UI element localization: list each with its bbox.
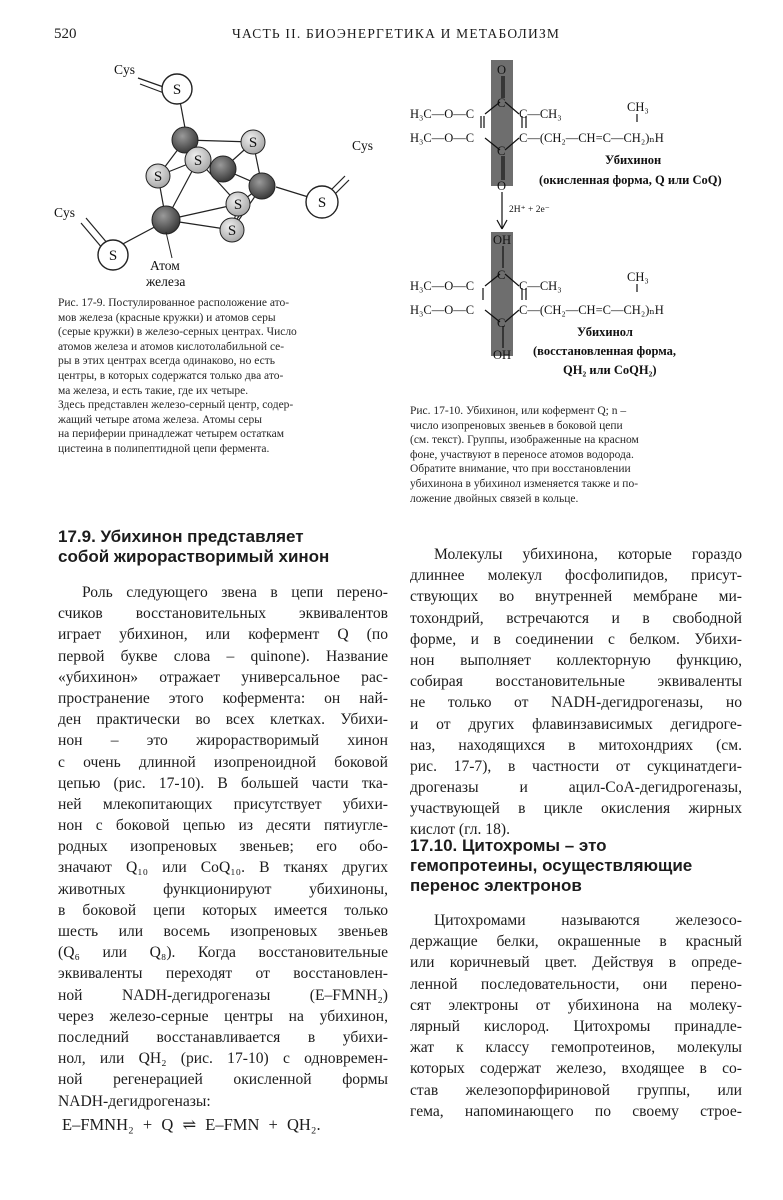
s-label: S (153, 169, 163, 185)
text-line: ной регенерацией окисленной формы (58, 1071, 388, 1089)
text-line: собирая восстановительные эквиваленты (410, 673, 742, 691)
page-number: 520 (54, 26, 77, 42)
text-line: цепью (рис. 17-10). В большей части тка- (58, 774, 388, 792)
text-line: шесть или восемь изопреновых звеньев (58, 923, 388, 940)
text-line: тохондрий, встречаются и в свободной (410, 609, 742, 627)
s-label: S (193, 153, 203, 169)
iron-atom (152, 206, 180, 234)
hydroxyl-label: OH (493, 233, 512, 247)
text-line: которых содержат железо, входящее в со- (410, 1060, 742, 1078)
section-17-10-text (410, 910, 742, 1122)
text-line: став железопорфириновой группы, или (410, 1081, 742, 1099)
text-line: в боковой цепи которых имеется только (58, 901, 388, 919)
text-line: Цитохромами называются железосо- (434, 912, 742, 929)
s-label: S (108, 248, 118, 264)
figure-17-9-iron-sulfur-cluster (40, 56, 385, 292)
section-17-10-heading: 17.10. Цитохромы – это гемопротеины, осуществляющие перенос электронов (410, 836, 693, 895)
text-line: ней млекопитающих присутствует убихи- (58, 795, 388, 813)
figure-17-10-ubiquinone (405, 56, 750, 386)
reduced-form-label-2: QH₂ или CoQH₂) (563, 363, 657, 377)
reduced-form-label: (восстановленная форма, (533, 344, 677, 358)
carbon-label: C (497, 316, 506, 330)
methyl-label: CH₃ (627, 100, 649, 114)
iron-atom (249, 173, 275, 199)
atom-label: Атом (150, 258, 180, 273)
text-line: лярный кислород. Цитохромы принадле- (410, 1017, 742, 1035)
s-label: S (172, 82, 182, 98)
text-line: нон выполняет коллекторную функцию, (410, 651, 742, 669)
cys-label: Cys (352, 138, 374, 153)
iron-atom (210, 156, 236, 182)
text-line: животных функционируют убихиноны, (58, 880, 388, 898)
ubiquinol-name: Убихинол (577, 325, 633, 339)
section-17-9-right-text (410, 544, 742, 841)
methoxy-label: H₃C—O—C (410, 107, 475, 121)
section-17-9-left-text (58, 582, 388, 1112)
figure-17-10-caption: Рис. 17-10. Убихинон, или кофермент Q; n – число изопреновых звеньев в боковой цепи (см. текст). Группы, изображенные на красном фоне, участвуют в переносе атомов водорода. Обратите внимание, что при восстановлении убихинона в убихинол изменяется также и по- ложение двойных связей в кольце. (410, 405, 639, 505)
text-line: жат к классу гемопротеинов, молекулы (410, 1039, 742, 1057)
ubiquinone-name: Убихинон (605, 153, 662, 167)
text-line: ден практически во всех клетках. Убихи- (58, 711, 388, 729)
figure-17-9-caption: Рис. 17-9. Постулированное расположение ато- мов железа (красные кружки) и атомов серы (серые кружки) в железо-серных центрах. Число атомов железа и атомов кислотолабильной се- ры в этих центрах всегда одинаково, но есть центры, в которых содержатся только два ато- ма железа, и есть такие, где их четыре. Здесь представлен железо-серный центр, содер- жащий четыре атома железа. Атомы серы на периферии принадлежат четырем остаткам цистеина в полипептидной цепи фермента. (58, 297, 297, 455)
cys-label: Cys (114, 62, 136, 77)
methoxy-label: H₃C—O—C (410, 131, 475, 145)
text-line: ствующих во внутренней мембране ми- (410, 588, 742, 606)
side-chain-label: C—(CH₂—CH=C—CH₂)ₙH (519, 131, 664, 145)
text-line: наз, находящихся в митохондриях (см. (410, 736, 742, 754)
text-line: длиннее молекул фосфолипидов, присут- (410, 567, 742, 585)
text-line: счиков восстановительных эквивалентов (58, 605, 388, 623)
text-line: с очень длинной изопреноидной боковой (58, 753, 388, 771)
text-line: первой букве слова – quinone). Название (58, 647, 388, 665)
section-17-9-heading: 17.9. Убихинон представляет собой жирорастворимый хинон (58, 527, 330, 566)
text-line: держащие белки, окрашенные в красный (410, 933, 742, 951)
text-line: «убихинон» отражает универсальное рас- (58, 668, 388, 686)
running-title: ЧАСТЬ II. БИОЭНЕРГЕТИКА И МЕТАБОЛИЗМ (232, 26, 561, 41)
methyl-label: C—CH₃ (519, 107, 562, 121)
oxygen-label: O (497, 63, 507, 77)
redox-equation: E–FMNH₂ + Q ⇌ E–FMN + QH₂. (62, 1115, 321, 1134)
text-line: нон с боковой цепью из десяти пятиугле- (58, 817, 388, 835)
iron-label: железа (146, 274, 186, 289)
methoxy-label: H₃C—O—C (410, 279, 475, 293)
text-line: Молекулы убихинона, которые гораздо (434, 546, 742, 563)
text-line: кислот (гл. 18). (410, 821, 510, 839)
text-line: или коричневый цвет. Действуя в опреде- (410, 954, 742, 972)
s-label: S (227, 223, 237, 239)
carbon-label: C (497, 268, 506, 282)
text-line: пространение этого кофермента: он най- (58, 689, 388, 707)
text-line: не только от NADH-дегидрогеназы, но (410, 694, 742, 712)
methyl-label: CH₃ (627, 270, 649, 284)
s-label: S (233, 197, 243, 213)
text-line: ной NADH-дегидрогеназы (E–FMNH₂) (58, 986, 388, 1004)
reduction-arrow-label: 2H⁺ + 2e⁻ (509, 205, 550, 215)
text-line: рис. 17-7), в частности от сукцинатдеги- (410, 757, 742, 775)
text-line: форме, и в соединении с белком. Убихи- (410, 630, 742, 648)
methoxy-label: H₃C—O—C (410, 303, 475, 317)
text-line: последний восстанавливается в убихи- (58, 1028, 388, 1046)
text-line: (Q₆ или Q₈). Когда восстановительные (58, 944, 388, 962)
text-line: и от других флавинзависимых дегидроге- (410, 715, 742, 733)
text-line: родных изопреновых звеньев; его обо- (58, 838, 388, 856)
text-line: значают Q₁₀ или CoQ₁₀. В тканях других (58, 859, 388, 877)
text-line: участвующей в цикле окисления жирных (410, 800, 742, 818)
s-label: S (248, 135, 258, 151)
text-line: гема, напоминающего по своему строе- (410, 1102, 742, 1120)
text-line: нол, или QH₂ (рис. 17-10) с одновремен- (58, 1050, 388, 1068)
text-line: дрогеназы и ацил-CoA-дегидрогеназы, (410, 779, 742, 797)
highlight-bottom (491, 232, 513, 356)
cys-label: Cys (54, 205, 76, 220)
oxygen-label: O (497, 179, 507, 193)
text-line: ленной последовательности, они перено- (410, 975, 742, 993)
text-line: играет убихинон, или кофермент Q (по (58, 626, 388, 644)
text-line: через железо-серные центры на убихинон, (58, 1007, 388, 1025)
oxidized-form-label: (окисленная форма, Q или CoQ) (539, 173, 722, 187)
text-line: Роль следующего звена в цепи перено- (82, 584, 388, 601)
text-line: нон – это жирорастворимый хинон (58, 732, 388, 750)
text-line: сят электроны от убихинона на молеку- (410, 996, 742, 1014)
side-chain-label: C—(CH₂—CH=C—CH₂)ₙH (519, 303, 664, 317)
carbon-label: C (497, 144, 506, 158)
hydroxyl-label: OH (493, 348, 512, 362)
text-line: NADH-дегидрогеназы: (58, 1092, 211, 1110)
methyl-label: C—CH₃ (519, 279, 562, 293)
carbon-label: C (497, 96, 506, 110)
text-line: эквиваленты переходят от восстановлен- (58, 965, 388, 983)
s-label: S (317, 195, 327, 211)
